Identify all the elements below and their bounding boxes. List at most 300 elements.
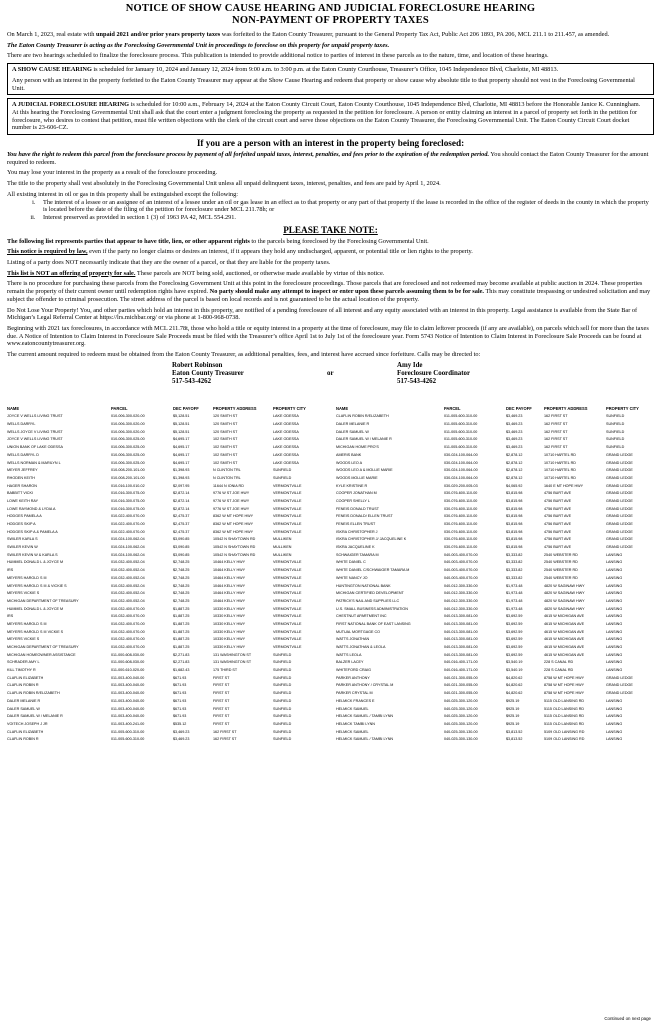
table-cell: 011-005-600-310-00 xyxy=(444,445,478,450)
table-cell: $925.19 xyxy=(506,714,520,719)
contact-name: Robert Robinson xyxy=(172,361,223,369)
table-cell: LANSING xyxy=(606,575,623,580)
table-cell: $3,813.52 xyxy=(506,737,523,742)
table-cell: SWILER KEVIN W & KARLA S xyxy=(7,552,58,557)
table-row xyxy=(7,698,323,706)
table-row xyxy=(7,606,323,614)
table-cell: ISKRA JACQUELINE K xyxy=(336,545,375,550)
continued-note: Continued on next page xyxy=(604,1016,651,1021)
table-cell: 040-013-300-081-00 xyxy=(444,645,478,650)
table-cell: 010-008-200-101-00 xyxy=(111,468,145,473)
table-cell: $2,097.95 xyxy=(173,483,190,488)
column-header: NAME xyxy=(7,406,20,412)
table-row xyxy=(7,613,323,621)
table-row xyxy=(336,636,654,644)
table-cell: VERMONTVILLE xyxy=(273,560,302,565)
table-cell: 011-003-400-040-00 xyxy=(111,683,145,688)
table-cell: LANSING xyxy=(606,721,623,726)
table-cell: $925.19 xyxy=(506,706,520,711)
contact-phone: 517-543-4262 xyxy=(397,378,437,386)
table-cell: 010-016-300-075-00 xyxy=(111,506,145,511)
table-cell: LOWE RAYMOND & LYDIA A xyxy=(7,506,56,511)
column-header: NAME xyxy=(336,406,349,412)
table-cell: CLAFLIN ROBIN R/ELIZABETH xyxy=(7,691,60,696)
table-cell: 010-032-400-070-00 xyxy=(111,614,145,619)
table-cell: PARKER ANTHONY / CRYSTAL M xyxy=(336,683,394,688)
table-cell: 10464 KELLY HWY xyxy=(213,568,246,573)
table-cell: 10464 KELLY HWY xyxy=(213,560,246,565)
table-cell: 010-008-200-101-00 xyxy=(111,475,145,480)
note-paragraph-6: Do Not Lose Your Property! You, and other parties which hold an interest in this property, are notified of a pending foreclosure of all interest and any equity associated with an interest in this property. Legal assistance is available from the State Bar of Michigan’s Legal Referral Center at https://lrs.michbar.org/ or via phone at 1-800-968-0738. xyxy=(7,306,638,322)
table-row xyxy=(7,490,323,498)
table-cell: 011-003-400-040-00 xyxy=(111,706,145,711)
column-header: PROPERTY ADDRESS xyxy=(213,406,257,412)
table-cell: $3,540.19 xyxy=(506,660,523,665)
table-cell: 040-025-300-120-00 xyxy=(444,721,478,726)
table-row xyxy=(7,667,323,675)
table-cell: DALER SAMUEL W / MELANIE R xyxy=(7,714,63,719)
table-cell: 8758 W MT HOPE HWY xyxy=(544,691,585,696)
note-paragraph-5: There is no procedure for purchasing these parcels from the Foreclosing Government Unit at this point in the foreclosure proceedings. Those parcels that are foreclosed and not redeemed may become available at public auction in 2024. These properties remain the property of their current owner until redemption rights have expired. No party should make any attempt to inspect or enter upon these parcels assuming them to be for sale. This may constitute trespassing or undesired solicitation and may subject the offender to criminal prosecution. The street address of the parcel is based on local records and is not guaranteed to be the actual location of the property. xyxy=(7,280,651,303)
table-cell: 040-012-300-330-00 xyxy=(444,583,478,588)
table-cell: 030-029-200-005-03 xyxy=(444,483,478,488)
table-cell: $4,695.17 xyxy=(173,437,190,442)
table-cell: MEYERS HAROLD S III & VICKIE S xyxy=(7,583,67,588)
note-paragraph-4: This list is NOT an offering of property for sale. These parcels are NOT being sold, auctioned, or otherwise made available by virtue of this notice. xyxy=(7,269,385,277)
table-cell: SUNFIELD xyxy=(273,660,292,665)
table-cell: $3,333.82 xyxy=(506,560,523,565)
table-cell: CLAFLIN ROBIN R/ELIZABETH xyxy=(336,414,389,419)
table-cell: FENEIS DONALD/ ELLEN TRUST xyxy=(336,514,393,519)
intro-paragraph-2: The Eaton County Treasurer is acting as the Foreclosing Governmental Unit in proceedings to foreclose on this property for unpaid property taxes. xyxy=(7,41,390,49)
table-cell: 040-003-400-070-00 xyxy=(444,560,478,565)
notice-title-line1: NOTICE OF SHOW CAUSE HEARING AND JUDICIAL FORECLOSURE HEARING xyxy=(125,3,536,14)
table-cell: 011-000-608-030-00 xyxy=(111,660,145,665)
table-cell: 8362 W MT HOPE HWY xyxy=(213,522,254,527)
table-row xyxy=(7,636,323,644)
table-cell: GRAND LEDGE xyxy=(606,460,633,465)
table-cell: MEYER JEFFREY xyxy=(7,468,38,473)
contact-treasurer xyxy=(172,362,327,387)
table-cell: 030-076-600-110-00 xyxy=(444,506,478,511)
table-cell: DALER MELANIE R xyxy=(336,422,370,427)
table-cell: VERMONTVILLE xyxy=(273,483,302,488)
table-cell: 011-005-600-310-00 xyxy=(444,422,478,427)
table-cell: VERMONTVILLE xyxy=(273,568,302,573)
table-cell: 030-076-600-110-00 xyxy=(444,529,478,534)
table-cell: WHITE DANIEL C/SCHWAIGER TAMARA M xyxy=(336,568,410,573)
table-cell: LANSING xyxy=(606,552,623,557)
table-row xyxy=(336,544,654,552)
table-cell: CLAFLIN ROBIN R xyxy=(7,683,39,688)
table-cell: CLAFLIN ROBIN R xyxy=(7,737,39,742)
note-paragraph-7: Beginning with 2021 tax foreclosures, in accordance with MCL 211.78t, those who hold a title or equity interest in a property at the time of foreclosure, may file to claim leftover proceeds (if any are available), on parcels which sell for more than the taxes due. A Notice of Intention to Claim Interest in Foreclosure Sale Proceeds must be filed with the Treasurer’s office April 1st to July 1st of the foreclosure year. Form 5743 Notice of Intention to Claim Interest in Foreclosure Sale Proceeds can be found at www.eatoncountytreasurer.org. xyxy=(7,324,649,348)
table-cell: MULLIKEN xyxy=(273,552,292,557)
table-cell: MEYERS VICKIE S xyxy=(7,637,40,642)
table-cell: WELLS JOYCE V LIVING TRUST xyxy=(7,429,63,434)
table-cell: 010-032-400-052-04 xyxy=(111,583,145,588)
table-cell: 040-003-400-070-00 xyxy=(444,575,478,580)
table-cell: 2540 WEBSTER RD xyxy=(544,560,578,565)
table-cell: 10330 KELLY HWY xyxy=(213,606,246,611)
table-cell: $2,475.37 xyxy=(173,514,190,519)
table-cell: HODGES SKIP A xyxy=(7,522,36,527)
table-row xyxy=(7,506,323,514)
table-cell: 131 WASHINGTON ST xyxy=(213,660,252,665)
table-cell: 010-032-400-052-04 xyxy=(111,591,145,596)
table-cell: $4,820.62 xyxy=(506,675,523,680)
table-cell: MICHIGAN HOMEOWNER ASSISTANCE xyxy=(7,652,76,657)
table-cell: 011-003-400-241-00 xyxy=(111,721,145,726)
table-cell: LAKE ODESSA xyxy=(273,437,299,442)
oil-gas-paragraph: All existing interest in oil or gas in this property shall be extinguished except the following: xyxy=(7,190,239,198)
table-cell: 9776 W ST JOE HWY xyxy=(213,506,250,511)
parcel-table-right xyxy=(336,406,654,744)
table-cell: 011-003-400-040-00 xyxy=(111,698,145,703)
table-cell: 4756 BURT AVE xyxy=(544,522,572,527)
table-cell: $3,815.98 xyxy=(506,514,523,519)
table-cell: SUNFIELD xyxy=(606,422,625,427)
table-cell: $5,128.51 xyxy=(173,422,190,427)
table-row xyxy=(7,544,323,552)
table-cell: IRS xyxy=(7,568,14,573)
table-cell: $3,692.59 xyxy=(506,652,523,657)
table-row xyxy=(7,552,323,560)
table-cell: 040-025-300-120-00 xyxy=(444,698,478,703)
table-cell: WOODS LEO A & MOLLIE MARIE xyxy=(336,468,393,473)
table-row xyxy=(336,606,654,614)
table-cell: $3,469.23 xyxy=(506,422,523,427)
column-header: PARCEL xyxy=(444,406,461,412)
table-cell: CLAFLIN ELIZABETH xyxy=(7,729,44,734)
table-cell: LAKE ODESSA xyxy=(273,429,299,434)
table-cell: $3,469.23 xyxy=(506,437,523,442)
table-cell: VERMONTVILLE xyxy=(273,575,302,580)
table-cell: MEYERS HAROLD S III VICKIE S xyxy=(7,629,64,634)
table-cell: 4615 W MICHIGAN AVE xyxy=(544,652,585,657)
table-cell: HUMMEL DONALD L & JOYCE M xyxy=(7,560,64,565)
column-header: PROPERTY CITY xyxy=(273,406,306,412)
table-body-right xyxy=(336,413,654,744)
table-cell: MICHIGAN HOME PRO’S xyxy=(336,445,379,450)
table-cell: HELMICK SAMUEL / TAMBI LYNN xyxy=(336,737,394,742)
table-cell: 5115 OLD LANSING RD xyxy=(544,714,585,719)
table-cell: 10710 HARTEL RD xyxy=(544,475,576,480)
table-cell: HUMMEL DONALD L & JOYCE M xyxy=(7,606,64,611)
table-cell: MEYERS VICKIE S xyxy=(7,591,40,596)
table-cell: VERMONTVILLE xyxy=(273,637,302,642)
table-cell: LANSING xyxy=(606,637,623,642)
table-cell: 040-013-300-081-00 xyxy=(444,614,478,619)
table-row xyxy=(336,467,654,475)
table-cell: $3,090.85 xyxy=(173,545,190,550)
table-cell: GRAND LEDGE xyxy=(606,468,633,473)
parcel-table-left xyxy=(7,406,323,744)
table-cell: N CLINTON TRL xyxy=(213,475,241,480)
table-cell: 162 FIRST ST xyxy=(544,437,568,442)
table-cell: LANSING xyxy=(606,668,623,673)
table-cell: 10710 HARTEL RD xyxy=(544,452,576,457)
table-cell: 011-005-600-310-00 xyxy=(444,429,478,434)
table-cell: 010-022-400-070-00 xyxy=(111,522,145,527)
table-cell: 010-006-300-020-00 xyxy=(111,422,145,427)
table-cell: 010-032-400-070-00 xyxy=(111,645,145,650)
table-header-row xyxy=(7,406,323,413)
table-cell: $3,815.98 xyxy=(506,529,523,534)
table-cell: GRAND LEDGE xyxy=(606,529,633,534)
table-cell: $2,878.12 xyxy=(506,460,523,465)
table-row xyxy=(7,498,323,506)
table-cell: 9776 W ST JOE HWY xyxy=(213,498,250,503)
table-cell: 011-005-600-310-00 xyxy=(111,729,145,734)
table-cell: $671.93 xyxy=(173,698,187,703)
table-cell: 4756 BURT AVE xyxy=(544,498,572,503)
table-cell: $671.93 xyxy=(173,683,187,688)
table-row xyxy=(7,521,323,529)
column-header: PARCEL xyxy=(111,406,128,412)
table-cell: LANSING xyxy=(606,629,623,634)
table-cell: $4,820.62 xyxy=(506,691,523,696)
table-cell: LAKE ODESSA xyxy=(273,460,299,465)
table-row xyxy=(7,436,323,444)
table-cell: $2,748.25 xyxy=(173,575,190,580)
table-cell: FIRST ST xyxy=(213,706,230,711)
table-cell: MICHIGAN CERTIFIED DEVELOPMENT xyxy=(336,591,404,596)
table-cell: WATTS LEOLA xyxy=(336,652,362,657)
table-cell: $3,815.98 xyxy=(506,522,523,527)
table-cell: 030-024-100-064-00 xyxy=(444,475,478,480)
table-cell: WHITE NANCY JO xyxy=(336,575,368,580)
table-cell: 040-016-400-171-00 xyxy=(444,660,478,665)
table-cell: VERMONTVILLE xyxy=(273,621,302,626)
table-row xyxy=(336,583,654,591)
contact-title: Eaton County Treasurer xyxy=(172,370,244,377)
table-row xyxy=(336,682,654,690)
table-cell: 4820 W SAGINAW HWY xyxy=(544,598,585,603)
table-cell: 010-022-400-070-00 xyxy=(111,529,145,534)
table-cell: 4615 W MICHIGAN AVE xyxy=(544,614,585,619)
table-cell: $1,973.48 xyxy=(506,591,523,596)
table-cell: CHESTNUT APARTMENT INC xyxy=(336,614,387,619)
table-cell: $3,692.59 xyxy=(506,629,523,634)
table-cell: 040-025-300-130-00 xyxy=(444,737,478,742)
table-cell: 030-024-100-064-00 xyxy=(444,452,478,457)
table-cell: SUNFIELD xyxy=(273,706,292,711)
table-cell: WATTS JONATHAN xyxy=(336,637,370,642)
table-cell: SUNFIELD xyxy=(273,698,292,703)
table-row xyxy=(336,506,654,514)
table-cell: 040-012-300-330-00 xyxy=(444,591,478,596)
table-row xyxy=(7,706,323,714)
table-cell: GRAND LEDGE xyxy=(606,514,633,519)
table-cell: 11644 N IONIA RD xyxy=(213,483,244,488)
table-cell: $3,469.23 xyxy=(506,445,523,450)
table-cell: PATRICK'S NAIL AND SUPPLIES LLC xyxy=(336,598,400,603)
table-row xyxy=(7,621,323,629)
table-cell: 040-012-300-330-00 xyxy=(444,606,478,611)
table-cell: VERMONTVILLE xyxy=(273,629,302,634)
table-row xyxy=(336,521,654,529)
table-cell: 5109 OLD LANSING RD xyxy=(544,729,585,734)
table-cell: 010-006-300-020-00 xyxy=(111,414,145,419)
table-row xyxy=(336,444,654,452)
table-cell: 131 WASHINGTON ST xyxy=(213,652,252,657)
table-row xyxy=(336,429,654,437)
table-cell: GRAND LEDGE xyxy=(606,537,633,542)
table-cell: HELMICK SAMUEL xyxy=(336,706,369,711)
table-cell: DALER SAMUEL W xyxy=(336,429,369,434)
table-row xyxy=(336,667,654,675)
table-row xyxy=(7,629,323,637)
table-cell: VERMONTVILLE xyxy=(273,514,302,519)
table-row xyxy=(336,559,654,567)
table-cell: 040-003-400-070-00 xyxy=(444,552,478,557)
table-cell: SUNFIELD xyxy=(606,445,625,450)
table-cell: 10542 N SHAYTOWN RD xyxy=(213,545,256,550)
table-cell: LANSING xyxy=(606,660,623,665)
table-row xyxy=(336,590,654,598)
table-row xyxy=(336,652,654,660)
table-cell: 040-025-300-120-00 xyxy=(444,714,478,719)
table-cell: $3,540.19 xyxy=(506,668,523,673)
table-cell: $2,271.83 xyxy=(173,652,190,657)
table-cell: $2,475.37 xyxy=(173,529,190,534)
table-row xyxy=(336,460,654,468)
table-cell: HUNTINGTON NATIONAL BANK xyxy=(336,583,391,588)
table-cell: $3,692.59 xyxy=(506,645,523,650)
table-cell: $5,128.51 xyxy=(173,429,190,434)
table-cell: 10330 KELLY HWY xyxy=(213,614,246,619)
table-cell: 011-005-600-310-00 xyxy=(444,414,478,419)
table-cell: VERMONTVILLE xyxy=(273,506,302,511)
table-row xyxy=(7,729,323,737)
table-cell: 030-076-600-110-00 xyxy=(444,545,478,550)
table-cell: 10542 N SHAYTOWN RD xyxy=(213,552,256,557)
table-row xyxy=(336,736,654,744)
table-cell: SUNFIELD xyxy=(273,683,292,688)
table-row xyxy=(336,729,654,737)
table-row xyxy=(7,721,323,729)
table-cell: $1,973.48 xyxy=(506,583,523,588)
table-cell: 4615 W MICHIGAN AVE xyxy=(544,621,585,626)
table-cell: 011-005-600-310-00 xyxy=(444,437,478,442)
table-cell: $3,333.82 xyxy=(506,568,523,573)
table-row xyxy=(336,552,654,560)
table-cell: 5115 OLD LANSING RD xyxy=(544,706,585,711)
table-cell: 8758 W MT HOPE HWY xyxy=(544,683,585,688)
table-cell: 040-013-300-081-00 xyxy=(444,637,478,642)
notice-title-line2: NON-PAYMENT OF PROPERTY TAXES xyxy=(232,15,429,26)
table-cell: 5115 OLD LANSING RD xyxy=(544,698,585,703)
table-cell: GRAND LEDGE xyxy=(606,498,633,503)
table-cell: WELLS DARRYL D xyxy=(7,452,39,457)
table-row xyxy=(336,452,654,460)
table-row xyxy=(336,475,654,483)
table-cell: 5109 OLD LANSING RD xyxy=(544,737,585,742)
table-cell: GRAND LEDGE xyxy=(606,452,633,457)
table-cell: $2,878.12 xyxy=(506,468,523,473)
table-cell: 8362 W MT HOPE HWY xyxy=(213,514,254,519)
table-cell: 162 FIRST ST xyxy=(213,737,237,742)
contact-title: Foreclosure Coordinator xyxy=(397,370,471,377)
table-cell: $2,748.25 xyxy=(173,560,190,565)
table-cell: 040-013-300-081-00 xyxy=(444,652,478,657)
table-cell: $1,398.93 xyxy=(173,468,190,473)
table-cell: 040-003-400-070-00 xyxy=(444,568,478,573)
table-cell: BABBITT VICKI xyxy=(7,491,33,496)
table-row xyxy=(7,444,323,452)
table-cell: 010-016-300-075-00 xyxy=(111,491,145,496)
table-cell: 120 SMITH ST xyxy=(213,414,238,419)
table-cell: GRAND LEDGE xyxy=(606,683,633,688)
table-cell: 4756 BURT AVE xyxy=(544,537,572,542)
table-cell: DALER SAMUEL W xyxy=(7,706,40,711)
table-cell: LANSING xyxy=(606,568,623,573)
table-row xyxy=(336,613,654,621)
table-cell: DALER SAMUEL W / MELANIE R xyxy=(336,437,392,442)
table-cell: 011-003-400-040-00 xyxy=(111,691,145,696)
table-cell: 2540 WEBSTER RD xyxy=(544,568,578,573)
column-header: DEC PAYOFF xyxy=(506,406,532,412)
table-cell: LANSING xyxy=(606,706,623,711)
table-cell: $2,748.25 xyxy=(173,583,190,588)
table-cell: $4,065.92 xyxy=(506,483,523,488)
table-cell: $671.93 xyxy=(173,706,187,711)
table-cell: SCHWAIGER TAMARA M xyxy=(336,552,379,557)
table-cell: N CLINTON TRL xyxy=(213,468,241,473)
table-cell: $671.93 xyxy=(173,714,187,719)
table-cell: $2,475.37 xyxy=(173,522,190,527)
table-row xyxy=(7,413,323,421)
table-cell: 010-016-300-075-00 xyxy=(111,498,145,503)
table-cell: 010-016-100-010-02 xyxy=(111,483,145,488)
table-cell: 4756 BURT AVE xyxy=(544,491,572,496)
table-cell: 8758 W MT HOPE HWY xyxy=(544,675,585,680)
table-cell: LAKE ODESSA xyxy=(273,422,299,427)
table-cell: MICHIGAN DEPARTMENT OF TREASURY xyxy=(7,598,79,603)
table-cell: 040-013-300-081-00 xyxy=(444,621,478,626)
lose-interest-paragraph: You may lose your interest in the property as a result of the foreclosure proceeding. xyxy=(7,169,218,177)
table-cell: 4820 W SAGINAW HWY xyxy=(544,606,585,611)
table-row xyxy=(336,567,654,575)
table-row xyxy=(7,652,323,660)
table-cell: PARKER CRYSTAL M xyxy=(336,691,373,696)
table-cell: U.S. SMALL BUSINESS ADMINISTRATION xyxy=(336,606,408,611)
table-cell: VERMONTVILLE xyxy=(273,522,302,527)
table-cell: 10464 KELLY HWY xyxy=(213,575,246,580)
table-row xyxy=(7,713,323,721)
table-cell: FIRST NATIONAL BANK OF EAST LANSING xyxy=(336,621,411,626)
table-row xyxy=(7,590,323,598)
table-cell: 030-076-600-110-00 xyxy=(444,514,478,519)
table-cell: 011-003-400-040-00 xyxy=(111,714,145,719)
table-cell: $1,398.93 xyxy=(173,475,190,480)
table-cell: $1,887.25 xyxy=(173,614,190,619)
table-cell: COOPER JONATHAN M xyxy=(336,491,377,496)
table-cell: $4,820.62 xyxy=(506,683,523,688)
table-cell: BALZER LACEY xyxy=(336,660,364,665)
table-cell: 120 SMITH ST xyxy=(213,422,238,427)
table-row xyxy=(7,575,323,583)
table-row xyxy=(336,413,654,421)
table-row xyxy=(7,536,323,544)
table-cell: 102 SMITH ST xyxy=(213,452,238,457)
table-row xyxy=(7,475,323,483)
table-cell: $1,682.43 xyxy=(173,668,190,673)
table-row xyxy=(336,690,654,698)
table-row xyxy=(336,436,654,444)
table-cell: LANSING xyxy=(606,598,623,603)
